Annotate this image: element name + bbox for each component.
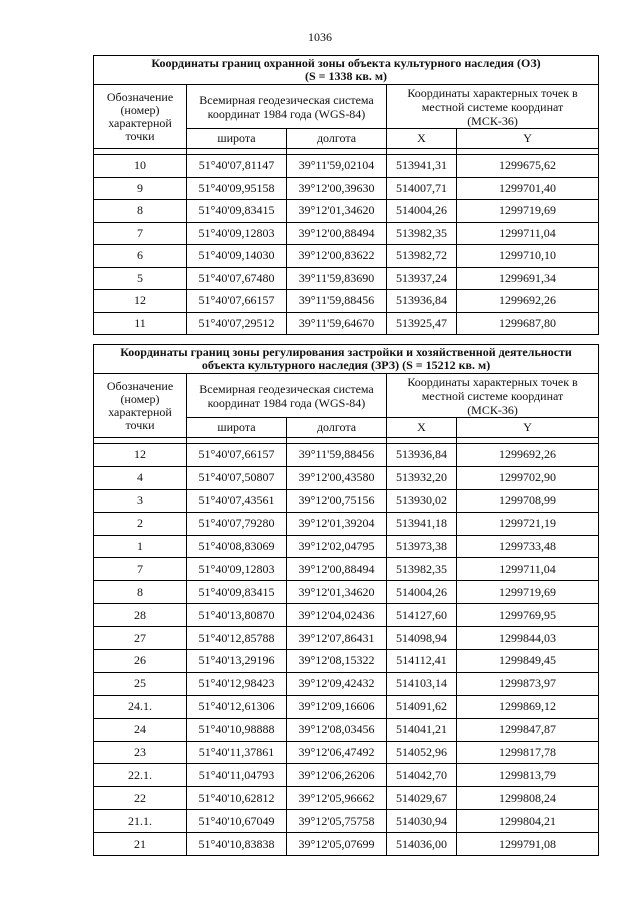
cell-y: 1299813,79: [457, 764, 599, 787]
cell-point-number: 22.1.: [94, 764, 187, 787]
table-row: [94, 267, 599, 290]
table-row: [94, 604, 599, 627]
cell-latitude: 51°40'09,83415: [187, 581, 287, 604]
cell-point-number: 26: [94, 650, 187, 673]
cell-y: 1299692,26: [457, 444, 599, 467]
cell-y: 1299817,78: [457, 741, 599, 764]
cell-point-number: 7: [94, 222, 187, 245]
table-title-line-2: объекта культурного наследия (ЗРЗ) (S = 15212 кв. м): [201, 358, 491, 372]
cell-latitude: 51°40'11,04793: [187, 764, 287, 787]
cell-point-number: 11: [94, 312, 187, 335]
cell-longitude: 39°11'59,88456: [287, 444, 387, 467]
cell-latitude: 51°40'07,79280: [187, 512, 287, 535]
cell-longitude: 39°11'59,88456: [287, 290, 387, 313]
cell-x: 513973,38: [387, 535, 457, 558]
cell-longitude: 39°12'09,42432: [287, 672, 387, 695]
cell-longitude: 39°11'59,64670: [287, 312, 387, 335]
cell-latitude: 51°40'13,29196: [187, 650, 287, 673]
cell-y: 1299692,26: [457, 290, 599, 313]
cell-x: 514004,26: [387, 200, 457, 223]
cell-longitude: 39°12'08,03456: [287, 718, 387, 741]
cell-x: 513937,24: [387, 267, 457, 290]
cell-latitude: 51°40'09,95158: [187, 177, 287, 200]
cell-longitude: 39°12'09,16606: [287, 695, 387, 718]
cell-point-number: 12: [94, 444, 187, 467]
cell-y: 1299719,69: [457, 581, 599, 604]
cell-latitude: 51°40'07,29512: [187, 312, 287, 335]
cell-x: 514030,94: [387, 810, 457, 833]
cell-x: 514036,00: [387, 833, 457, 856]
header-x: X: [387, 129, 457, 149]
cell-latitude: 51°40'08,83069: [187, 535, 287, 558]
cell-longitude: 39°12'01,39204: [287, 512, 387, 535]
cell-x: 514052,96: [387, 741, 457, 764]
cell-point-number: 24: [94, 718, 187, 741]
table-row: [94, 177, 599, 200]
cell-latitude: 51°40'11,37861: [187, 741, 287, 764]
table-row: [94, 290, 599, 313]
cell-longitude: 39°12'01,34620: [287, 200, 387, 223]
cell-longitude: 39°12'07,86431: [287, 627, 387, 650]
cell-point-number: 6: [94, 245, 187, 268]
cell-x: 513982,35: [387, 558, 457, 581]
cell-y: 1299849,45: [457, 650, 599, 673]
cell-longitude: 39°12'05,07699: [287, 833, 387, 856]
cell-latitude: 51°40'09,14030: [187, 245, 287, 268]
cell-point-number: 5: [94, 267, 187, 290]
cell-x: 514041,21: [387, 718, 457, 741]
table-row: [94, 627, 599, 650]
cell-y: 1299701,40: [457, 177, 599, 200]
cell-y: 1299711,04: [457, 222, 599, 245]
table-row: [94, 581, 599, 604]
cell-latitude: 51°40'07,66157: [187, 290, 287, 313]
cell-longitude: 39°12'00,83622: [287, 245, 387, 268]
cell-point-number: 3: [94, 489, 187, 512]
table-title: [94, 345, 599, 374]
cell-x: 514098,94: [387, 627, 457, 650]
table-row: [94, 833, 599, 856]
cell-x: 514112,41: [387, 650, 457, 673]
cell-latitude: 51°40'07,43561: [187, 489, 287, 512]
cell-longitude: 39°12'04,02436: [287, 604, 387, 627]
header-latitude: широта: [187, 418, 287, 438]
cell-x: 514103,14: [387, 672, 457, 695]
table-row: [94, 512, 599, 535]
table-row: [94, 650, 599, 673]
table-row: [94, 444, 599, 467]
table-row: [94, 764, 599, 787]
cell-y: 1299873,97: [457, 672, 599, 695]
header-local-coords-group: Координаты характерных точек в местной системе координат (МСК-36): [387, 374, 599, 418]
cell-y: 1299719,69: [457, 200, 599, 223]
cell-longitude: 39°12'06,26206: [287, 764, 387, 787]
cell-longitude: 39°12'01,34620: [287, 581, 387, 604]
cell-point-number: 2: [94, 512, 187, 535]
header-y: Y: [457, 129, 599, 149]
table-row: [94, 466, 599, 489]
cell-point-number: 27: [94, 627, 187, 650]
table-row: [94, 200, 599, 223]
cell-y: 1299733,48: [457, 535, 599, 558]
cell-x: 514007,71: [387, 177, 457, 200]
cell-point-number: 4: [94, 466, 187, 489]
cell-longitude: 39°12'02,04795: [287, 535, 387, 558]
table-row: [94, 718, 599, 741]
cell-x: 514042,70: [387, 764, 457, 787]
cell-point-number: 25: [94, 672, 187, 695]
cell-latitude: 51°40'07,50807: [187, 466, 287, 489]
cell-latitude: 51°40'09,12803: [187, 558, 287, 581]
cell-y: 1299708,99: [457, 489, 599, 512]
cell-longitude: 39°12'08,15322: [287, 650, 387, 673]
table-row: [94, 312, 599, 335]
cell-latitude: 51°40'10,67049: [187, 810, 287, 833]
cell-x: 513941,31: [387, 155, 457, 178]
cell-y: 1299847,87: [457, 718, 599, 741]
cell-y: 1299687,80: [457, 312, 599, 335]
table-row: [94, 695, 599, 718]
cell-point-number: 21.1.: [94, 810, 187, 833]
table-row: [94, 810, 599, 833]
page-number: 1036: [308, 30, 332, 44]
cell-x: 513932,20: [387, 466, 457, 489]
cell-point-number: 8: [94, 200, 187, 223]
header-wgs84-group: Всемирная геодезическая система координат 1984 года (WGS-84): [187, 374, 387, 418]
cell-latitude: 51°40'10,83838: [187, 833, 287, 856]
cell-point-number: 23: [94, 741, 187, 764]
cell-latitude: 51°40'07,67480: [187, 267, 287, 290]
cell-x: 513936,84: [387, 444, 457, 467]
table-title-line-1: Координаты границ охранной зоны объекта культурного наследия (ОЗ): [151, 56, 541, 70]
header-point-designation: Обозначение (номер) характерной точки: [94, 374, 187, 438]
table-row: [94, 787, 599, 810]
cell-y: 1299769,95: [457, 604, 599, 627]
cell-latitude: 51°40'10,62812: [187, 787, 287, 810]
cell-point-number: 12: [94, 290, 187, 313]
cell-point-number: 22: [94, 787, 187, 810]
cell-y: 1299808,24: [457, 787, 599, 810]
cell-point-number: 28: [94, 604, 187, 627]
cell-point-number: 21: [94, 833, 187, 856]
cell-x: 513936,84: [387, 290, 457, 313]
cell-point-number: 1: [94, 535, 187, 558]
header-y: Y: [457, 418, 599, 438]
cell-y: 1299691,34: [457, 267, 599, 290]
cell-latitude: 51°40'12,61306: [187, 695, 287, 718]
cell-y: 1299711,04: [457, 558, 599, 581]
header-longitude: долгота: [287, 418, 387, 438]
cell-longitude: 39°12'00,88494: [287, 558, 387, 581]
header-point-designation: Обозначение (номер) характерной точки: [94, 85, 187, 149]
cell-y: 1299702,90: [457, 466, 599, 489]
cell-latitude: 51°40'10,98888: [187, 718, 287, 741]
table-row: [94, 741, 599, 764]
cell-longitude: 39°11'59,83690: [287, 267, 387, 290]
cell-longitude: 39°12'00,39630: [287, 177, 387, 200]
cell-latitude: 51°40'12,85788: [187, 627, 287, 650]
cell-latitude: 51°40'07,81147: [187, 155, 287, 178]
cell-x: 514004,26: [387, 581, 457, 604]
header-x: X: [387, 418, 457, 438]
cell-longitude: 39°11'59,02104: [287, 155, 387, 178]
cell-x: 513982,35: [387, 222, 457, 245]
cell-x: 513941,18: [387, 512, 457, 535]
cell-point-number: 8: [94, 581, 187, 604]
cell-latitude: 51°40'13,80870: [187, 604, 287, 627]
table-regulation-zone: [93, 344, 599, 856]
table-row: [94, 672, 599, 695]
cell-y: 1299710,10: [457, 245, 599, 268]
cell-y: 1299844,03: [457, 627, 599, 650]
cell-longitude: 39°12'00,88494: [287, 222, 387, 245]
cell-y: 1299869,12: [457, 695, 599, 718]
cell-y: 1299721,19: [457, 512, 599, 535]
cell-point-number: 7: [94, 558, 187, 581]
cell-point-number: 9: [94, 177, 187, 200]
cell-longitude: 39°12'00,43580: [287, 466, 387, 489]
table-title-line-1: Координаты границ зоны регулирования застройки и хозяйственной деятельности: [120, 345, 572, 359]
cell-longitude: 39°12'06,47492: [287, 741, 387, 764]
table-row: [94, 489, 599, 512]
header-wgs84-group: Всемирная геодезическая система координат 1984 года (WGS-84): [187, 85, 387, 129]
table-title: [94, 56, 599, 85]
cell-x: 514127,60: [387, 604, 457, 627]
table-row: [94, 558, 599, 581]
table-row: [94, 245, 599, 268]
header-longitude: долгота: [287, 129, 387, 149]
cell-point-number: 10: [94, 155, 187, 178]
cell-x: 513982,72: [387, 245, 457, 268]
cell-latitude: 51°40'09,12803: [187, 222, 287, 245]
cell-x: 513930,02: [387, 489, 457, 512]
table-row: [94, 535, 599, 558]
cell-x: 514029,67: [387, 787, 457, 810]
table-row: [94, 222, 599, 245]
cell-x: 514091,62: [387, 695, 457, 718]
cell-point-number: 24.1.: [94, 695, 187, 718]
cell-latitude: 51°40'09,83415: [187, 200, 287, 223]
cell-longitude: 39°12'05,96662: [287, 787, 387, 810]
header-latitude: широта: [187, 129, 287, 149]
cell-y: 1299675,62: [457, 155, 599, 178]
header-local-coords-group: Координаты характерных точек в местной системе координат (МСК-36): [387, 85, 599, 129]
cell-longitude: 39°12'05,75758: [287, 810, 387, 833]
cell-longitude: 39°12'00,75156: [287, 489, 387, 512]
table-row: [94, 155, 599, 178]
table-protection-zone: [93, 55, 599, 335]
cell-y: 1299791,08: [457, 833, 599, 856]
cell-x: 513925,47: [387, 312, 457, 335]
cell-latitude: 51°40'12,98423: [187, 672, 287, 695]
cell-latitude: 51°40'07,66157: [187, 444, 287, 467]
table-title-line-2: (S = 1338 кв. м): [304, 69, 388, 83]
cell-y: 1299804,21: [457, 810, 599, 833]
